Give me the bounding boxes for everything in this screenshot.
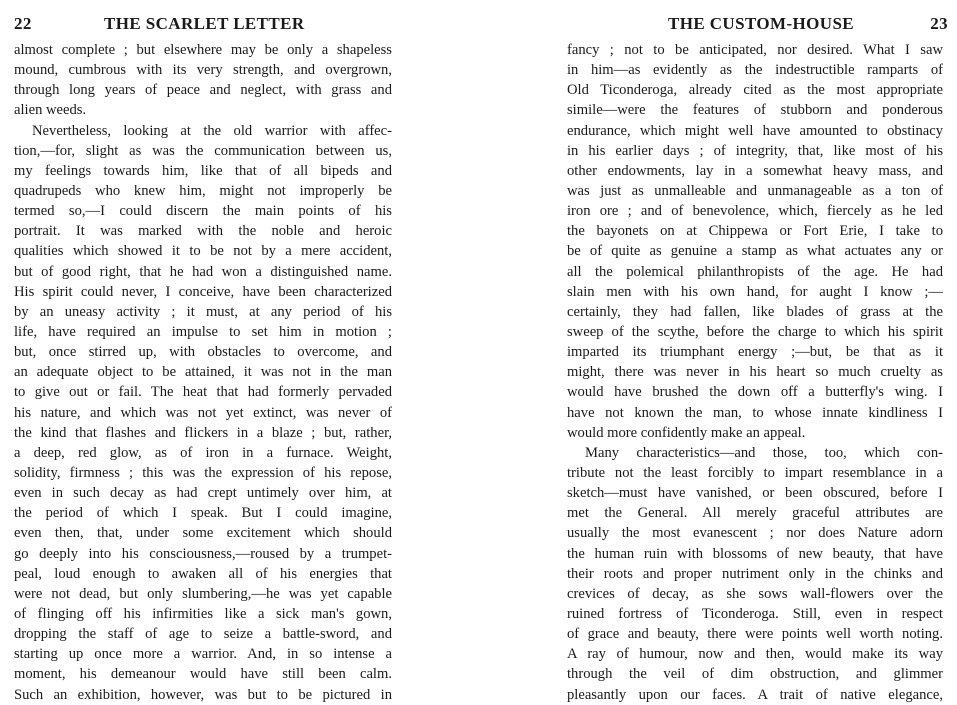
text-line: in him—as evidently as the indestructible ramparts of: [567, 62, 943, 79]
text-line: Old Ticonderoga, already cited as the most appropriate: [567, 82, 943, 99]
text-line: would more confidently make an appeal.: [567, 424, 806, 441]
text-line: fancy ; not to be anticipated, nor desired. What I saw: [567, 42, 943, 58]
text-line: imparted its triumphant energy ;—but, be that as it: [567, 344, 943, 361]
text-line: iron ore ; and of benevolence, which, fiercely as he led: [567, 203, 943, 220]
text-line: moment, his demeanour would have still been calm.: [14, 666, 392, 683]
text-line: the period of which I speak. But I could imagine,: [14, 505, 392, 522]
text-line: his nature, and which was not yet extinct, was never of: [14, 404, 392, 421]
text-line: A ray of humour, now and then, would make its way: [567, 646, 943, 663]
text-line: tribute not the least forcibly to impart resemblance in a: [567, 464, 943, 481]
text-line: endurance, which might well have amounted to obstinacy: [567, 122, 943, 139]
text-line: dropping the staff of age to seize a battle-sword, and: [14, 626, 392, 643]
text-line: an adequate object to be attained, it was not in the man: [14, 364, 392, 381]
text-line: through the veil of dim obstruction, and glimmer: [567, 666, 943, 683]
right-page-text: [567, 40, 943, 705]
text-line: were not dead, but only slumbering,—he was yet capable: [14, 585, 392, 602]
text-line: the bayonets on at Chippewa or Fort Erie, I take to: [567, 223, 943, 240]
text-line: to give out or fail. The heat that had formerly pervaded: [14, 384, 392, 401]
text-line: but of good right, that he had won a distinguished name.: [14, 263, 392, 280]
text-line: crevices of decay, as she sows wall-flowers over the: [567, 585, 943, 602]
text-line: might, there was never in his heart so much cruelty as: [567, 364, 943, 381]
right-page-header: [568, 14, 948, 38]
text-line: even then, that, under some excitement which should: [14, 525, 392, 542]
text-line: even in such decay as had crept untimely over him, at: [14, 485, 392, 502]
text-line: pleasantly upon our faces. A trait of native elegance,: [567, 686, 943, 703]
text-line: their roots and proper nutriment only in the chinks and: [567, 565, 943, 582]
text-line: a deep, red glow, as of iron in a furnace. Weight,: [14, 444, 392, 461]
text-line: of grace and beauty, there were points well worth noting.: [567, 626, 943, 643]
text-line: starting up once more a warrior. And, in so intense a: [14, 646, 392, 663]
text-line: almost complete ; but elsewhere may be only a shapeless: [14, 42, 392, 58]
text-line: portrait. It was marked with the noble and heroic: [14, 223, 392, 240]
text-line: all the polemical philanthropists of the age. He had: [567, 263, 943, 280]
text-line: but, once stirred up, with obstacles to overcome, and: [14, 344, 392, 361]
text-line: in his earlier days ; of integrity, that, like most of his: [567, 142, 943, 159]
text-line: other endowments, lay in a somewhat heavy mass, and: [567, 162, 943, 179]
text-line: have not known the man, to whose innate kindliness I: [567, 404, 943, 421]
left-page-text: [14, 40, 392, 705]
page-number: 22: [14, 14, 32, 33]
text-line: ruined fortress of Ticonderoga. Still, even in respect: [567, 605, 943, 622]
text-line: simile—were the features of stubborn and ponderous: [567, 102, 943, 119]
running-title: THE CUSTOM-HOUSE: [668, 14, 855, 33]
text-line: solidity, firmness ; this was the expression of his repose,: [14, 464, 392, 481]
right-page: [478, 0, 957, 703]
text-line: met the General. All merely graceful attributes are: [567, 505, 943, 522]
text-line: was just as unmalleable and unmanageable as a ton of: [567, 182, 943, 199]
text-line: go deeply into his consciousness,—roused by a trumpet-: [14, 545, 392, 562]
text-line: the human ruin with blossoms of new beauty, that have: [567, 545, 943, 562]
text-line: Nevertheless, looking at the old warrior with affec-: [32, 122, 392, 139]
text-line: His spirit could never, I conceive, have been characterized: [14, 283, 392, 300]
text-line: sketch—must have vanished, or been obscured, before I: [567, 485, 943, 502]
left-page: [0, 0, 478, 703]
text-line: of flinging off his infirmities like a sick man's gown,: [14, 605, 392, 622]
text-line: my feelings towards him, like that of all bipeds and: [14, 162, 392, 179]
text-line: quadrupeds who knew him, might not improperly be: [14, 182, 392, 199]
text-line: alien weeds.: [14, 102, 87, 119]
text-line: Such an exhibition, however, was but to be pictured in: [14, 686, 392, 703]
text-line: termed so,—I could discern the main points of his: [14, 203, 392, 220]
text-line: by an uneasy activity ; it must, at any period of his: [14, 303, 392, 320]
text-line: slain men with his own hand, for aught I know ;—: [567, 283, 943, 300]
left-page-header: [14, 14, 392, 38]
text-line: be of quite as genuine a stamp as what actuates any or: [567, 243, 943, 260]
text-line: usually the most evanescent ; nor does Nature adorn: [567, 525, 943, 542]
text-line: peal, loud enough to awaken all of his energies that: [14, 565, 392, 582]
text-line: through long years of peace and neglect, with grass and: [14, 82, 392, 99]
text-line: sweep of the scythe, before the charge to which his spirit: [567, 323, 943, 340]
text-line: qualities which showed it to be not by a mere accident,: [14, 243, 392, 260]
text-line: the kind that flashes and flickers in a blaze ; but, rather,: [14, 424, 392, 441]
text-line: Many characteristics—and those, too, which con-: [585, 444, 943, 461]
text-line: would have brushed the down off a butterfly's wing. I: [567, 384, 943, 401]
text-line: certainly, they had fallen, like blades of grass at the: [567, 303, 943, 320]
text-line: mound, cumbrous with its very strength, and overgrown,: [14, 62, 392, 79]
page-number: 23: [930, 14, 948, 33]
running-title: THE SCARLET LETTER: [104, 14, 305, 33]
text-line: life, have required an impulse to set him in motion ;: [14, 323, 392, 340]
text-line: tion,—for, slight as was the communication between us,: [14, 142, 392, 159]
